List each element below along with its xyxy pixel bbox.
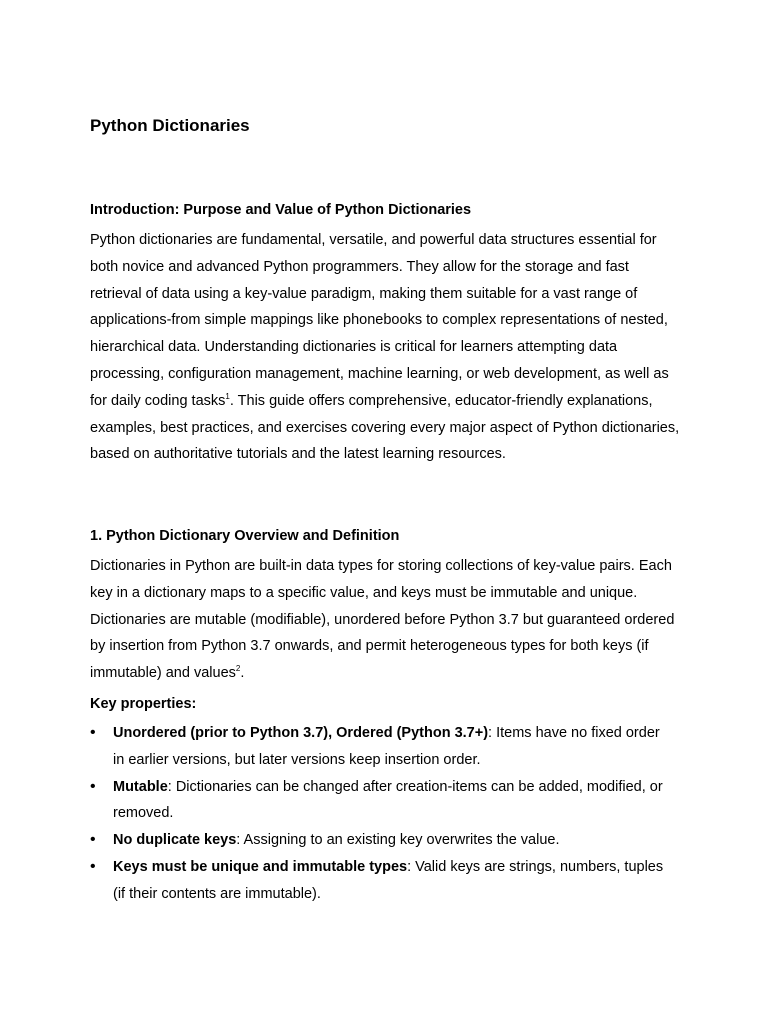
- key-properties-list: [90, 720, 670, 908]
- section1-text-part2: .: [240, 665, 245, 682]
- key-properties-label: Key properties:: [90, 696, 197, 712]
- bullet-term: Mutable: [113, 778, 168, 795]
- footnote-ref-2[interactable]: 2: [235, 664, 241, 674]
- intro-text-part2: . This guide offers comprehensive, educator-friendly explanations, examples, best practices, and exercises covering every major aspect of Python dictionaries, based on authoritative tutorials and the latest learning resources.: [90, 392, 680, 463]
- intro-paragraph: [90, 227, 680, 468]
- list-item: [90, 827, 670, 854]
- list-item: [90, 720, 670, 774]
- list-item: [90, 774, 670, 828]
- section1-paragraph: [90, 553, 680, 687]
- bullet-text: : Valid keys are strings, numbers, tuples (if their contents are immutable).: [113, 858, 664, 902]
- section1-text-part1: Dictionaries in Python are built-in data types for storing collections of key-value pairs. Each key in a dictionary maps to a specific value, and keys must be immutable and unique. Dictionaries are mutable (modifiable), unordered before Python 3.7 but guaranteed ordered by insertion from Python 3.7 onwards, and permit heterogeneous types for both keys (if immutable) and values: [90, 558, 675, 682]
- bullet-icon: •: [90, 857, 96, 875]
- section1-heading: 1. Python Dictionary Overview and Definition: [90, 528, 400, 544]
- intro-heading: Introduction: Purpose and Value of Python Dictionaries: [90, 202, 472, 218]
- bullet-text: : Items have no fixed order in earlier versions, but later versions keep insertion order.: [113, 725, 660, 768]
- bullet-text: : Assigning to an existing key overwrites the value.: [236, 832, 560, 849]
- bullet-icon: •: [90, 724, 96, 741]
- page-title: Python Dictionaries: [90, 116, 250, 135]
- bullet-icon: •: [90, 831, 96, 849]
- bullet-term: Keys must be unique and immutable types: [113, 858, 408, 875]
- bullet-term: No duplicate keys: [113, 832, 237, 849]
- intro-text-part1: Python dictionaries are fundamental, versatile, and powerful data structures essential for both novice and advanced Python programmers. They allow for the storage and fast retrieval of data using a key-value paradigm, making them suitable for a vast range of applications-from simple mappings like phonebooks to complex representations of nested, hierarchical data. Understanding dictionaries is critical for learners attempting data processing, configuration management, machine learning, or web development, as well as for daily coding tasks: [90, 232, 669, 409]
- bullet-icon: •: [90, 777, 96, 795]
- bullet-term: Unordered (prior to Python 3.7), Ordered (Python 3.7+): [113, 725, 489, 741]
- footnote-ref-1[interactable]: 1: [225, 391, 230, 401]
- bullet-text: : Dictionaries can be changed after creation-items can be added, modified, or removed.: [113, 778, 663, 822]
- list-item: [90, 854, 670, 908]
